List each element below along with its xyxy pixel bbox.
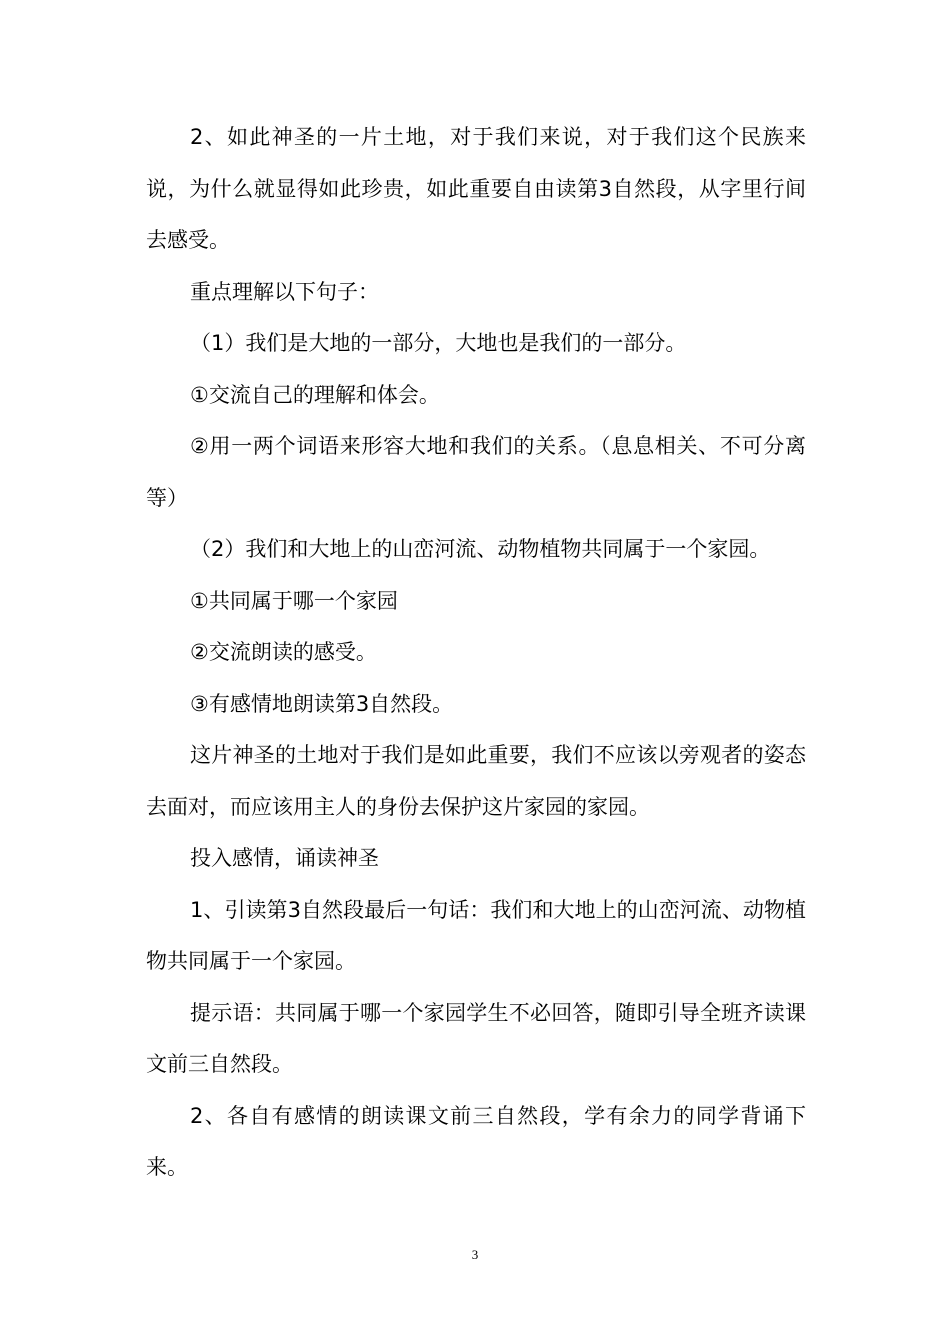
document-body	[146, 112, 806, 1194]
paragraph-sentence-2: （2）我们和大地上的山峦河流、动物植物共同属于一个家园。	[190, 537, 771, 561]
paragraph-sentence-1-item-1: ①交流自己的理解和体会。	[190, 382, 440, 407]
paragraph-step-1: 1、引读第3自然段最后一句话：我们和大地上的山峦河流、动物植物共同属于一个家园。	[146, 897, 806, 973]
paragraph-sentence-2-item-2: ②交流朗读的感受。	[190, 640, 377, 664]
paragraph-sentence-2-item-1: ①共同属于哪一个家园	[190, 588, 398, 613]
paragraph-sentence-1: （1）我们是大地的一部分，大地也是我们的一部分。	[190, 331, 687, 355]
paragraph-sentence-1-item-2: ②用一两个词语来形容大地和我们的关系。（息息相关、不可分离等）	[146, 434, 806, 510]
paragraph-prompt: 提示语：共同属于哪一个家园学生不必回答，随即引导全班齐读课文前三自然段。	[146, 1000, 806, 1076]
paragraph-sentence-2-item-3: ③有感情地朗读第3自然段。	[190, 691, 454, 716]
page-number: 3	[471, 1247, 479, 1262]
paragraph-question-2: 2、如此神圣的一片土地，对于我们来说，对于我们这个民族来说，为什么就显得如此珍贵，如此重要自由读第3自然段，从字里行间去感受。	[146, 125, 806, 252]
paragraph-step-2: 2、各自有感情的朗读课文前三自然段，学有余力的同学背诵下来。	[146, 1103, 806, 1179]
paragraph-section-heading: 投入感情，诵读神圣	[190, 846, 379, 870]
paragraph-summary: 这片神圣的土地对于我们是如此重要，我们不应该以旁观者的姿态去面对，而应该用主人的身份去保护这片家园的家园。	[146, 743, 806, 819]
paragraph-key-sentences-heading: 重点理解以下句子：	[190, 279, 379, 304]
